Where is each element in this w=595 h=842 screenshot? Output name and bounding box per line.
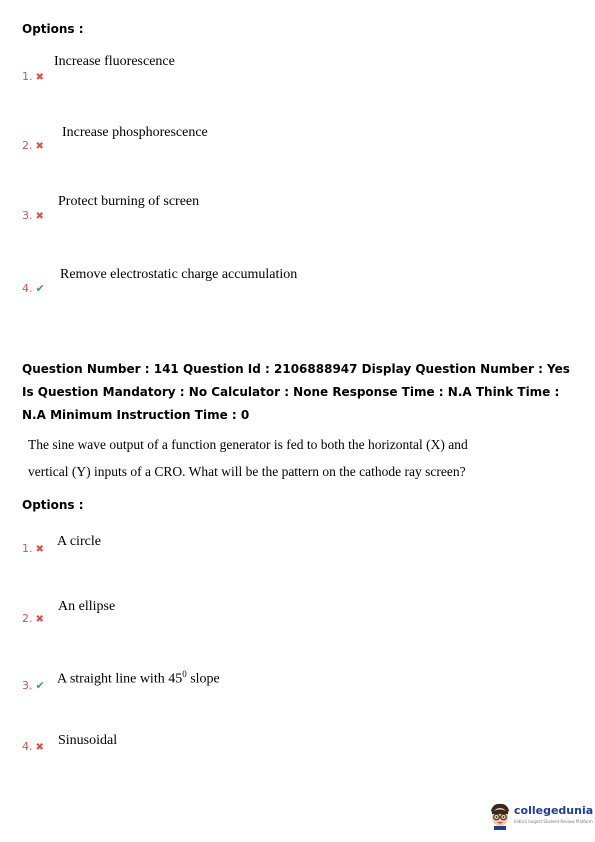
cross-icon: ✖	[35, 544, 44, 555]
option-number: 3. ✖	[22, 209, 44, 222]
options-heading: Options :	[22, 22, 84, 36]
check-icon: ✔	[35, 679, 45, 692]
option-text: A circle	[57, 534, 101, 549]
mascot-face-icon	[488, 802, 512, 830]
option-number: 2. ✖	[22, 139, 44, 152]
question-text	[28, 431, 498, 485]
check-icon: ✔	[35, 282, 45, 295]
question-meta: Question Number : 141 Question Id : 2106888947 Display Question Number : Yes Is Question Mandatory : No Calculator : None Response Time : N.A Think Time : N.A Minimum Instruction Time : 0	[22, 362, 570, 422]
option-text: Remove electrostatic charge accumulation	[60, 267, 298, 282]
cross-icon: ✖	[35, 141, 44, 152]
option-number: 3. ✔	[22, 679, 45, 692]
superscript: 0	[182, 669, 187, 679]
collegedunia-logo	[488, 802, 594, 832]
option-text: A straight line with $45^0$ slope	[57, 669, 220, 687]
cross-icon: ✖	[35, 72, 44, 83]
option-number: 1. ✖	[22, 542, 44, 555]
option-text: Protect burning of screen	[58, 194, 200, 209]
option-text: Increase fluorescence	[54, 54, 175, 69]
options-heading: Options :	[22, 498, 84, 512]
cross-icon: ✖	[35, 742, 44, 753]
question-text-line: The sine wave output of a function generator is fed to both the horizontal (X) and	[28, 437, 468, 452]
cross-icon: ✖	[35, 614, 44, 625]
cross-icon: ✖	[35, 211, 44, 222]
option-number: 1. ✖	[22, 70, 44, 83]
option-text: Increase phosphorescence	[62, 125, 208, 140]
option-text: Sinusoidal	[58, 733, 118, 748]
option-number: 4. ✖	[22, 740, 44, 753]
logo-name: collegedunia	[514, 804, 594, 817]
question-text-line: vertical (Y) inputs of a CRO. What will be the pattern on the cathode ray screen?	[28, 464, 466, 479]
option-text: An ellipse	[58, 599, 116, 614]
option-number: 2. ✖	[22, 612, 44, 625]
option-number: 4. ✔	[22, 282, 45, 295]
logo-tagline: India's largest Student Review Platform	[514, 819, 593, 824]
